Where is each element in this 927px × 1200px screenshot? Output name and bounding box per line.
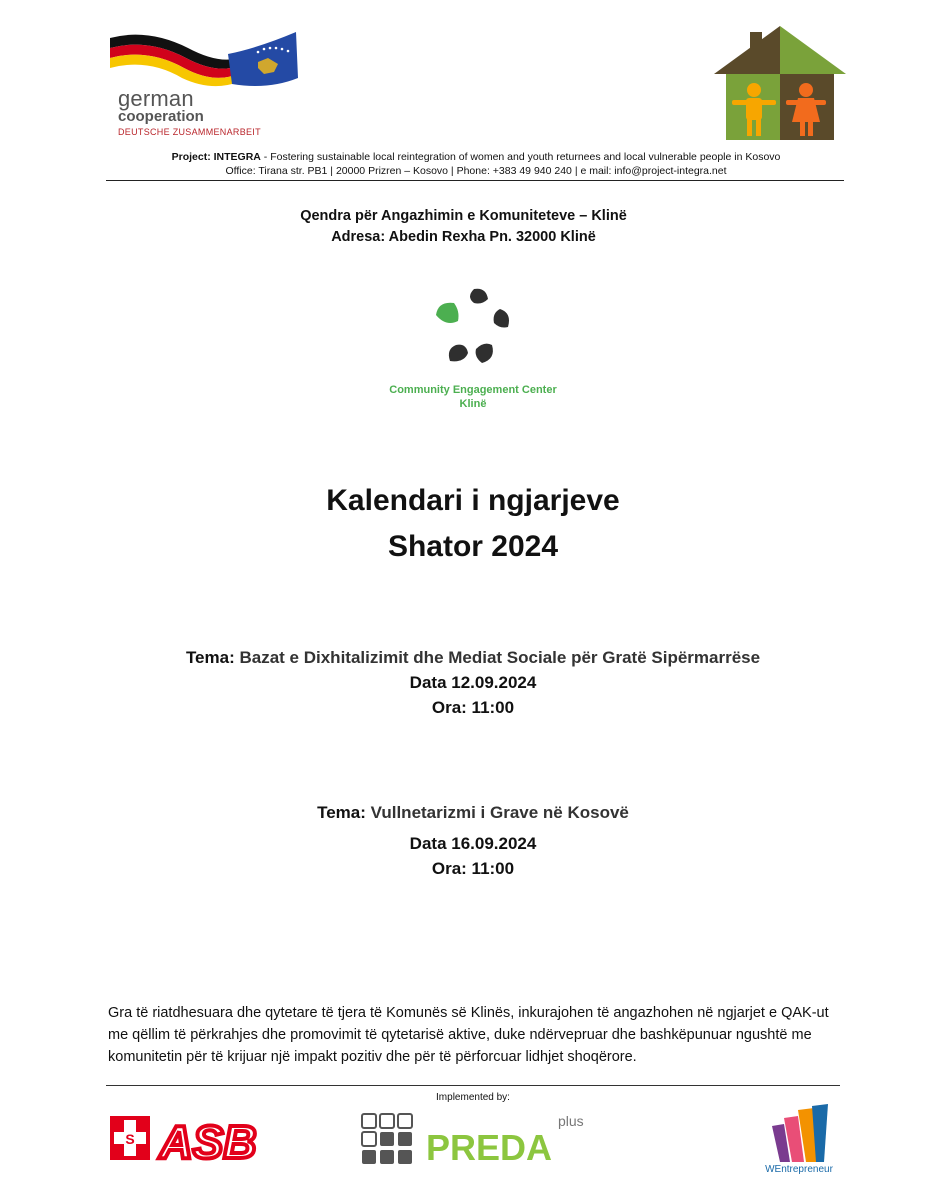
event-date: Data 16.09.2024 [409,834,537,853]
event-tema-label: Tema: [317,803,366,822]
event-item [0,645,927,720]
center-address: Adresa: Abedin Rexha Pn. 32000 Klinë [331,229,596,245]
preda-plus-mark: plus [558,1113,584,1129]
german-cooperation-line2: cooperation [118,108,204,125]
event-date: Data 12.09.2024 [409,673,537,692]
center-name: Qendra për Angazhimin e Komuniteteve – Klinë [300,208,627,224]
calendar-title [0,478,927,570]
german-kosovo-flag-ribbon-icon [108,28,300,90]
cec-logo-text [0,383,927,411]
calendar-title-line1: Kalendari i ngjarjeve [326,484,620,517]
event-topic-line [0,645,927,670]
calendar-title-line2: Shator 2024 [387,530,559,563]
german-cooperation-line3: DEUTSCHE ZUSAMMENARBEIT [118,127,261,137]
asb-wordmark: ASB [159,1116,257,1166]
cec-logo-line1: Community Engagement Center [389,384,557,396]
header-divider [106,180,844,181]
event-topic-line [0,800,927,825]
event-tema-label: Tema: [185,648,235,667]
project-line [108,150,844,164]
event-time: Ora: 11:00 [431,698,515,717]
event-item [0,800,927,881]
event-topic: Vullnetarizmi i Grave në Kosovë [370,803,629,822]
cec-logo-line2: Klinë [459,398,487,410]
office-line: Office: Tirana str. PB1 | 20000 Prizren – Kosovo | Phone: +383 49 940 240 | e mail: info@project-integra.net [225,165,727,177]
project-label: Project: INTEGRA [171,151,261,163]
german-cooperation-line1: german [118,86,194,111]
footer-paragraph: Gra të riatdhesuara dhe qytetare të tjera të Komunës së Klinës, inkurajohen të angazhohen në ngjarjet e QAK-ut me qëllim të përkrahjes dhe promovimit të qytetarisë aktive, duke ndërvepruar dhe bashkëpunuar ngushtë me komunitetin për të krijuar një impakt pozitiv dhe për të përforcuar lidhjet shoqërore. [108,1005,829,1065]
footer-divider [106,1085,840,1086]
integra-house-logo-icon [712,24,848,142]
svg-text:S: S [125,1131,135,1147]
event-time: Ora: 11:00 [431,859,515,878]
wentrepreneur-label: WEntrepreneur [765,1164,833,1175]
asb-logo [108,1110,276,1166]
preda-plus-logo [360,1110,600,1170]
center-info [0,206,927,248]
german-cooperation-logo [108,28,300,140]
event-topic: Bazat e Dixhitalizimit dhe Mediat Sociale për Gratë Sipërmarrëse [239,648,761,667]
implemented-by-label: Implemented by: [436,1092,510,1103]
community-engagement-center-emblem-icon [430,285,516,365]
preda-wordmark: PREDA [426,1127,553,1168]
project-header-info [108,150,844,178]
project-description: - Fostering sustainable local reintegration of women and youth returnees and local vulnerable people in Kosovo [260,151,781,163]
